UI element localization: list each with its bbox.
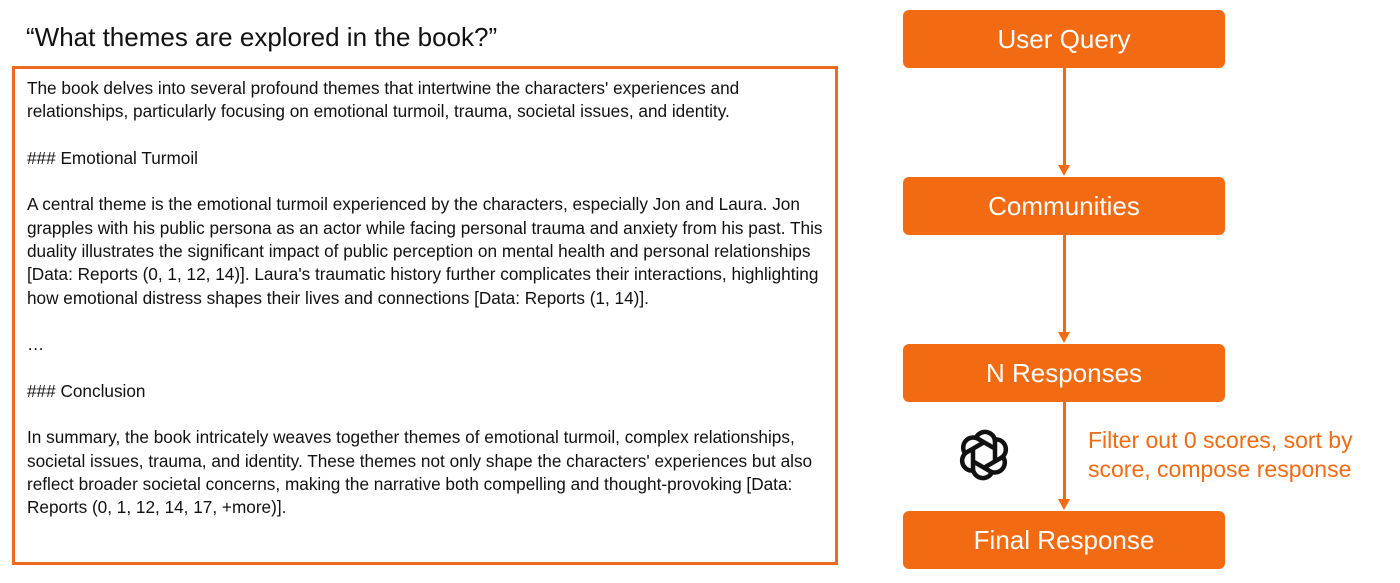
- arrow-head-3: [1058, 499, 1070, 510]
- node-final-response: Final Response: [903, 511, 1225, 569]
- arrow-head-2: [1058, 332, 1070, 343]
- filter-note-line-2: score, compose response: [1088, 456, 1352, 482]
- answer-conclusion-body: In summary, the book intricately weaves together themes of emotional turmoil, complex relationships, societal issues, trauma, and identity. These themes not only shape the characters' experiences but also reflect broader societal concerns, making the narrative both compelling and thought-provoking [Data: Reports (0, 1, 12, 14, 17, +more)].: [27, 427, 813, 518]
- answer-heading-conclusion: ### Conclusion: [27, 380, 146, 401]
- node-communities: Communities: [903, 177, 1225, 235]
- answer-ellipsis: …: [27, 334, 45, 355]
- node-n-responses: N Responses: [903, 344, 1225, 402]
- openai-logo-icon: [955, 426, 1013, 484]
- arrow-line-1: [1063, 68, 1066, 166]
- answer-emotional-turmoil-body: A central theme is the emotional turmoil experienced by the characters, especially Jon and Laura. Jon grapples with his public persona as an actor while facing personal trauma and anxiety from his past. This duality illustrates the significant impact of public perception on mental health and personal relationships [Data: Reports (0, 1, 12, 14)]. Laura's traumatic history further complicates their interactions, highlighting how emotional distress shapes their lives and connections [Data: Reports (1, 14)].: [27, 194, 823, 308]
- answer-box: [12, 66, 838, 565]
- answer-intro: The book delves into several profound themes that intertwine the characters' experiences and relationships, particularly focusing on emotional turmoil, trauma, societal issues, and identity.: [27, 78, 740, 122]
- filter-note-line-1: Filter out 0 scores, sort by: [1088, 427, 1353, 453]
- answer-heading-emotional-turmoil: ### Emotional Turmoil: [27, 147, 199, 168]
- arrow-line-2: [1063, 235, 1066, 333]
- node-user-query: User Query: [903, 10, 1225, 68]
- question-title: “What themes are explored in the book?”: [26, 22, 498, 52]
- filter-note: [1088, 426, 1353, 484]
- arrow-line-3: [1063, 402, 1066, 500]
- arrow-head-1: [1058, 165, 1070, 176]
